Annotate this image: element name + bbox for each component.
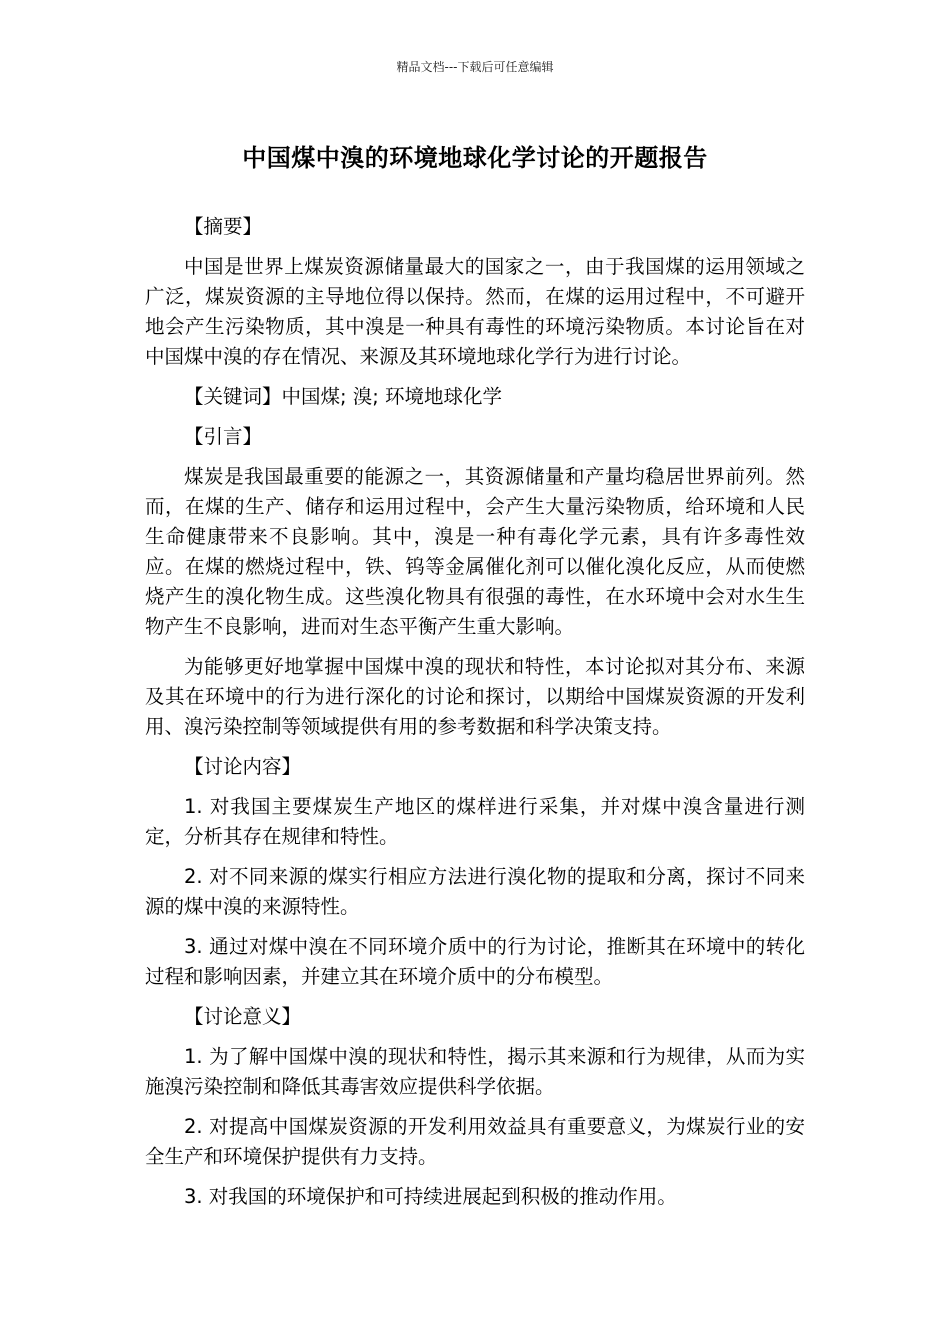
abstract-text: 中国是世界上煤炭资源储量最大的国家之一，由于我国煤的运用领域之广泛，煤炭资源的主导地位得以保持。然而，在煤的运用过程中，不可避开地会产生污染物质，其中溴是一种具有毒性的环境污染物质。本讨论旨在对中国煤中溴的存在情况、来源及其环境地球化学行为进行讨论。 [145,255,805,368]
document-body [145,212,805,1222]
page-header: 精品文档---下载后可任意编辑 [396,60,554,74]
content-heading: 【讨论内容】 [184,755,302,778]
intro-paragraph-2: 为能够更好地掌握中国煤中溴的现状和特性，本讨论拟对其分布、来源及其在环境中的行为进行深化的讨论和探讨，以期给中国煤炭资源的开发利用、溴污染控制等领域提供有用的参考数据和科学决策支持。 [145,655,805,738]
intro-paragraph-1: 煤炭是我国最重要的能源之一，其资源储量和产量均稳居世界前列。然而，在煤的生产、储存和运用过程中，会产生大量污染物质，给环境和人民生命健康带来不良影响。其中，溴是一种有毒化学元素，具有许多毒性效应。在煤的燃烧过程中，铁、钨等金属催化剂可以催化溴化反应，从而使燃烧产生的溴化物生成。这些溴化物具有很强的毒性，在水环境中会对水生生物产生不良影响，进而对生态平衡产生重大影响。 [145,465,805,638]
abstract-heading: 【摘要】 [184,215,263,238]
keywords-line: 【关键词】中国煤; 溴; 环境地球化学 [184,385,503,408]
significance-item-1: 1. 为了解中国煤中溴的现状和特性，揭示其来源和行为规律，从而为实施溴污染控制和降低其毒害效应提供科学依据。 [145,1045,805,1098]
content-item-2: 2. 对不同来源的煤实行相应方法进行溴化物的提取和分离，探讨不同来源的煤中溴的来源特性。 [145,865,805,918]
content-item-1: 1. 对我国主要煤炭生产地区的煤样进行采集，并对煤中溴含量进行测定，分析其存在规律和特性。 [145,795,805,848]
document-title: 中国煤中溴的环境地球化学讨论的开题报告 [242,144,708,172]
intro-heading: 【引言】 [184,425,263,448]
significance-item-2: 2. 对提高中国煤炭资源的开发利用效益具有重要意义，为煤炭行业的安全生产和环境保护提供有力支持。 [145,1115,805,1168]
content-item-3: 3. 通过对煤中溴在不同环境介质中的行为讨论，推断其在环境中的转化过程和影响因素，并建立其在环境介质中的分布模型。 [145,935,805,988]
significance-heading: 【讨论意义】 [184,1005,302,1028]
significance-item-3: 3. 对我国的环境保护和可持续进展起到积极的推动作用。 [184,1185,677,1208]
